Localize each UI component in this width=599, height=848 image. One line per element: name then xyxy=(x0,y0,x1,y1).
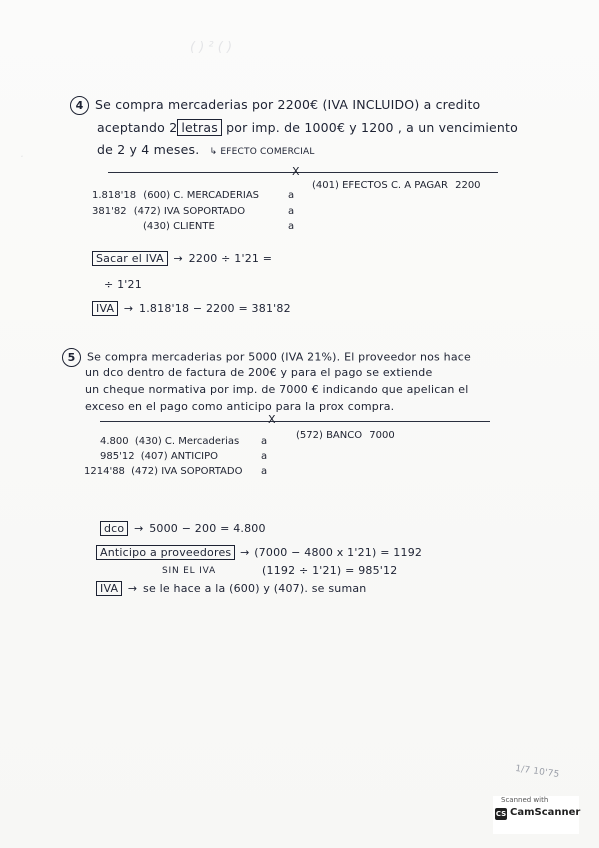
ex5-calc-2b-expr: (1192 ÷ 1'21) = 985'12 xyxy=(262,564,398,577)
scanned-with-label: Scanned with xyxy=(501,796,549,804)
ex4-debit-1 xyxy=(92,190,259,201)
camscanner-brand: CamScanner xyxy=(510,807,581,818)
ex4-calc-2 xyxy=(92,302,291,315)
ex5-debit-3-amount: 1214'88 xyxy=(84,466,125,477)
ex4-text-2b: por imp. de 1000€ y 1200 , a un vencimiento xyxy=(221,120,518,135)
bleed-through-mark: ( ) ² ( ) xyxy=(190,40,233,55)
ex5-debit-1-amount: 4.800 xyxy=(100,436,129,447)
ex5-debit-1-account: (430) C. Mercaderias xyxy=(134,436,240,447)
ex4-calc-2-label: IVA xyxy=(92,301,118,316)
arrow-icon: → xyxy=(173,252,183,265)
ex5-calc-1-label: dco xyxy=(100,521,128,536)
ex5-calc-2-label: Anticipo a proveedores xyxy=(96,545,235,560)
ex4-debit-2 xyxy=(92,206,245,217)
ex4-debit-3-account: (430) CLIENTE xyxy=(143,221,215,232)
ex5-a-3: a xyxy=(261,466,268,477)
arrow-icon: → xyxy=(134,522,144,535)
ex5-debit-1 xyxy=(100,436,239,447)
ex4-number: 4 xyxy=(70,96,89,115)
ex5-number: 5 xyxy=(62,348,81,367)
ex5-calc-3-expr: se le hace a la (600) y (407). se suman xyxy=(143,582,367,595)
ex5-calc-3-label: IVA xyxy=(96,581,122,596)
camscanner-icon: CS xyxy=(495,810,507,818)
ex4-debit-1-account: (600) C. MERCADERIAS xyxy=(143,190,260,201)
ex4-credit-1-account: (401) EFECTOS C. A PAGAR xyxy=(312,180,448,191)
camscanner-logo xyxy=(493,796,579,834)
ex4-text-2a: aceptando 2 xyxy=(97,120,178,135)
arrow-icon: → xyxy=(127,582,138,595)
ex4-calc-1-label: Sacar el IVA xyxy=(92,251,168,266)
ex4-a-3: a xyxy=(288,221,295,232)
ex5-credit-1-account: (572) BANCO xyxy=(296,430,363,441)
ex4-credit-1 xyxy=(312,180,481,191)
ex5-journal-rule xyxy=(100,421,490,422)
ex5-text-2: un dco dentro de factura de 200€ y para el pago se extiende xyxy=(85,366,433,379)
ex4-journal-rule xyxy=(108,172,498,173)
ex4-calc-1 xyxy=(92,252,272,265)
ex4-credit-1-amount: 2200 xyxy=(455,180,481,191)
arrow-icon: → xyxy=(123,302,134,315)
ex5-debit-3 xyxy=(84,466,242,477)
ex4-calc-1-expr: 2200 ÷ 1'21 = xyxy=(188,252,273,265)
ex5-calc-1-expr: 5000 − 200 = 4.800 xyxy=(149,522,266,535)
bleed-through-mark: · xyxy=(20,150,24,163)
ex5-credit-1-amount: 7000 xyxy=(369,430,395,441)
ex5-a-1: a xyxy=(261,436,268,447)
ex5-text-3: un cheque normativa por imp. de 7000 € indicando que apelican el xyxy=(85,383,469,396)
ex4-a-2: a xyxy=(288,206,295,217)
ex5-credit-1 xyxy=(296,430,395,441)
ex5-calc-2-expr: (7000 − 4800 x 1'21) = 1192 xyxy=(254,546,423,559)
ex4-debit-2-account: (472) IVA SOPORTADO xyxy=(133,206,246,217)
ex4-a-1: a xyxy=(288,190,295,201)
stray-margin-mark: 1/7 10'75 xyxy=(514,763,561,781)
ex4-line2 xyxy=(97,120,518,135)
ex5-debit-3-account: (472) IVA SOPORTADO xyxy=(131,466,243,477)
ex4-text-1: Se compra mercaderias por 2200€ (IVA INCLUIDO) a credito xyxy=(95,97,481,112)
ex5-text-4: exceso en el pago como anticipo para la prox compra. xyxy=(85,400,395,413)
ex5-x-mark: X xyxy=(268,413,276,426)
ex5-a-2: a xyxy=(261,451,268,462)
ex5-line1 xyxy=(62,348,471,367)
ex5-debit-2-account: (407) ANTICIPO xyxy=(140,451,219,462)
ex4-debit-1-amount: 1.818'18 xyxy=(92,190,137,201)
ex4-note: ↳ EFECTO COMERCIAL xyxy=(209,147,315,157)
ex4-line1 xyxy=(70,96,480,115)
ex4-x-mark: X xyxy=(292,165,300,178)
ex4-boxed-letras: letras xyxy=(177,119,222,136)
ex5-calc-3 xyxy=(96,582,366,595)
ex4-line3 xyxy=(97,142,315,157)
ex5-calc-2-sub: SIN EL IVA xyxy=(162,566,216,576)
ex5-debit-2 xyxy=(100,451,218,462)
ex4-calc-2-expr: 1.818'18 − 2200 = 381'82 xyxy=(139,302,291,315)
ex5-debit-2-amount: 985'12 xyxy=(100,451,135,462)
ex5-calc-2 xyxy=(96,546,422,559)
ex5-text-1: Se compra mercaderias por 5000 (IVA 21%). El proveedor nos hace xyxy=(87,350,471,364)
ex4-text-3: de 2 y 4 meses. xyxy=(97,142,200,157)
arrow-icon: → xyxy=(240,546,250,559)
ex4-debit-2-amount: 381'82 xyxy=(92,206,127,217)
ex5-calc-1 xyxy=(100,522,266,535)
ex4-calc-1-frac: ÷ 1'21 xyxy=(104,278,142,291)
